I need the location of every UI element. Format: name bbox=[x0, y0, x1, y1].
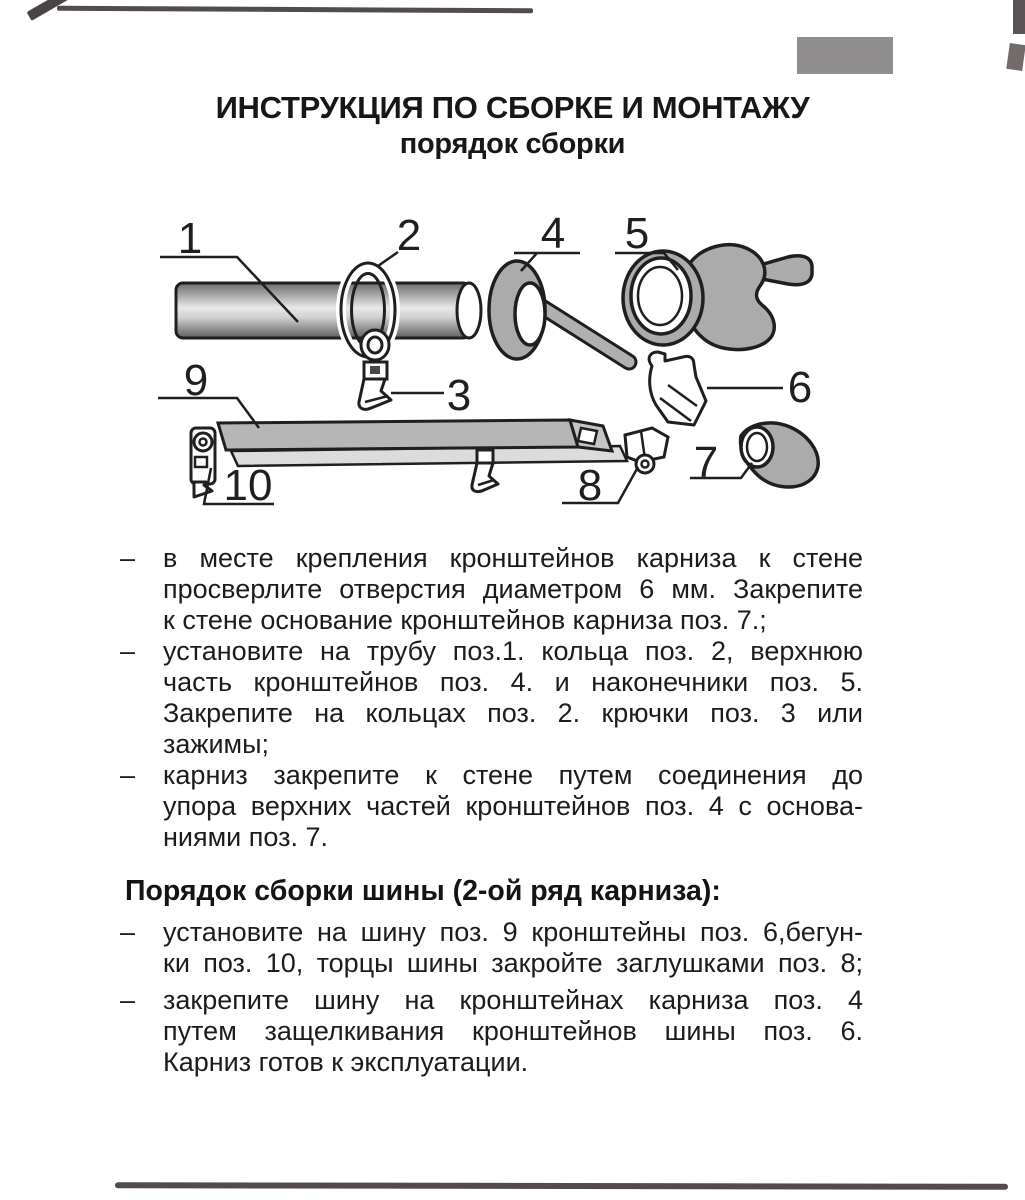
rail-section-heading: Порядок сборки шины (2-ой ряд карниза): bbox=[125, 875, 721, 907]
text-line: установите на шину поз. 9 кронштейны поз. 6,бегун- bbox=[163, 917, 863, 947]
svg-text:1: 1 bbox=[177, 214, 203, 263]
text-line: к стене основание кронштейнов карниза поз. 7.; bbox=[163, 605, 767, 635]
part-bracket-top bbox=[489, 261, 629, 362]
label-3 bbox=[391, 371, 471, 420]
text-line: карниз закрепите к стене путем соединения до bbox=[163, 760, 863, 790]
instruction-bullet bbox=[120, 636, 863, 760]
svg-text:6: 6 bbox=[787, 363, 813, 412]
part-bracket-base bbox=[741, 423, 819, 487]
svg-text:9: 9 bbox=[183, 356, 209, 405]
part-rail bbox=[218, 420, 627, 466]
part-rail-bracket bbox=[649, 352, 706, 425]
parts-diagram bbox=[0, 195, 1025, 525]
text-line: Закрепите на кольцах поз. 2. крючки поз. 3 или bbox=[163, 698, 863, 728]
bullet-dash: – bbox=[120, 760, 136, 790]
bullet-text bbox=[163, 543, 863, 636]
svg-text:10: 10 bbox=[223, 461, 273, 510]
text-line: ниями поз. 7. bbox=[163, 822, 328, 852]
instruction-bullet bbox=[120, 985, 863, 1078]
scan-artifact-bottom-line bbox=[115, 1182, 1008, 1190]
text-line: просверлите отверстия диаметром 6 мм. Закрепите bbox=[163, 574, 863, 604]
svg-text:4: 4 bbox=[540, 209, 566, 258]
page-subtitle: порядок сборки bbox=[399, 128, 626, 160]
svg-text:3: 3 bbox=[446, 371, 472, 420]
text-line: Карниз готов к эксплуатации. bbox=[163, 1047, 529, 1077]
instruction-bullet bbox=[120, 760, 863, 853]
instruction-bullet bbox=[120, 543, 863, 636]
rail-hook bbox=[472, 450, 498, 492]
part-hook bbox=[359, 362, 391, 409]
bullet-text bbox=[163, 636, 863, 760]
label-9 bbox=[158, 356, 259, 428]
bullet-dash: – bbox=[120, 985, 136, 1015]
bullet-text bbox=[163, 760, 863, 853]
text-line: в месте крепления кронштейнов карниза к стене bbox=[163, 543, 863, 573]
svg-text:2: 2 bbox=[396, 211, 422, 260]
text-line: упора верхних частей кронштейнов поз. 4 с основа- bbox=[163, 791, 863, 821]
scan-artifact-right-2 bbox=[1006, 43, 1025, 71]
text-line: зажимы; bbox=[163, 729, 270, 759]
part-finial bbox=[623, 245, 812, 350]
text-line: установите на трубу поз.1. кольца поз. 2, верхнюю bbox=[163, 636, 863, 666]
page-title: ИНСТРУКЦИЯ ПО СБОРКЕ И МОНТАЖУ bbox=[215, 90, 810, 125]
text-line: путем защелкивания кронштейнов шины поз. 6. bbox=[163, 1016, 863, 1046]
bullet-text bbox=[163, 985, 863, 1078]
scan-artifact-gray-box bbox=[797, 37, 893, 74]
scan-artifact-right-1 bbox=[1013, 0, 1025, 34]
assembly-instructions bbox=[120, 543, 863, 1078]
bullet-text bbox=[163, 917, 863, 979]
text-line: часть кронштейнов поз. 4. и наконечники поз. 5. bbox=[163, 667, 863, 697]
svg-text:5: 5 bbox=[624, 209, 650, 258]
label-6 bbox=[707, 363, 812, 412]
scan-artifact-top-line bbox=[57, 6, 533, 13]
part-tube bbox=[176, 283, 481, 338]
svg-text:7: 7 bbox=[693, 438, 719, 487]
part-runner bbox=[191, 428, 215, 497]
label-8 bbox=[562, 461, 638, 510]
text-line: закрепите шину на кронштейнах карниза поз. 4 bbox=[163, 985, 863, 1015]
text-line: ки поз. 10, торцы шины закройте заглушками поз. 8; bbox=[163, 948, 863, 978]
bullet-dash: – bbox=[120, 543, 136, 573]
bullet-dash: – bbox=[120, 917, 136, 947]
svg-text:8: 8 bbox=[577, 461, 603, 510]
header bbox=[0, 90, 1025, 161]
instruction-bullet bbox=[120, 917, 863, 979]
label-2 bbox=[378, 211, 421, 266]
bullet-dash: – bbox=[120, 636, 136, 666]
part-end-plug bbox=[625, 428, 668, 473]
